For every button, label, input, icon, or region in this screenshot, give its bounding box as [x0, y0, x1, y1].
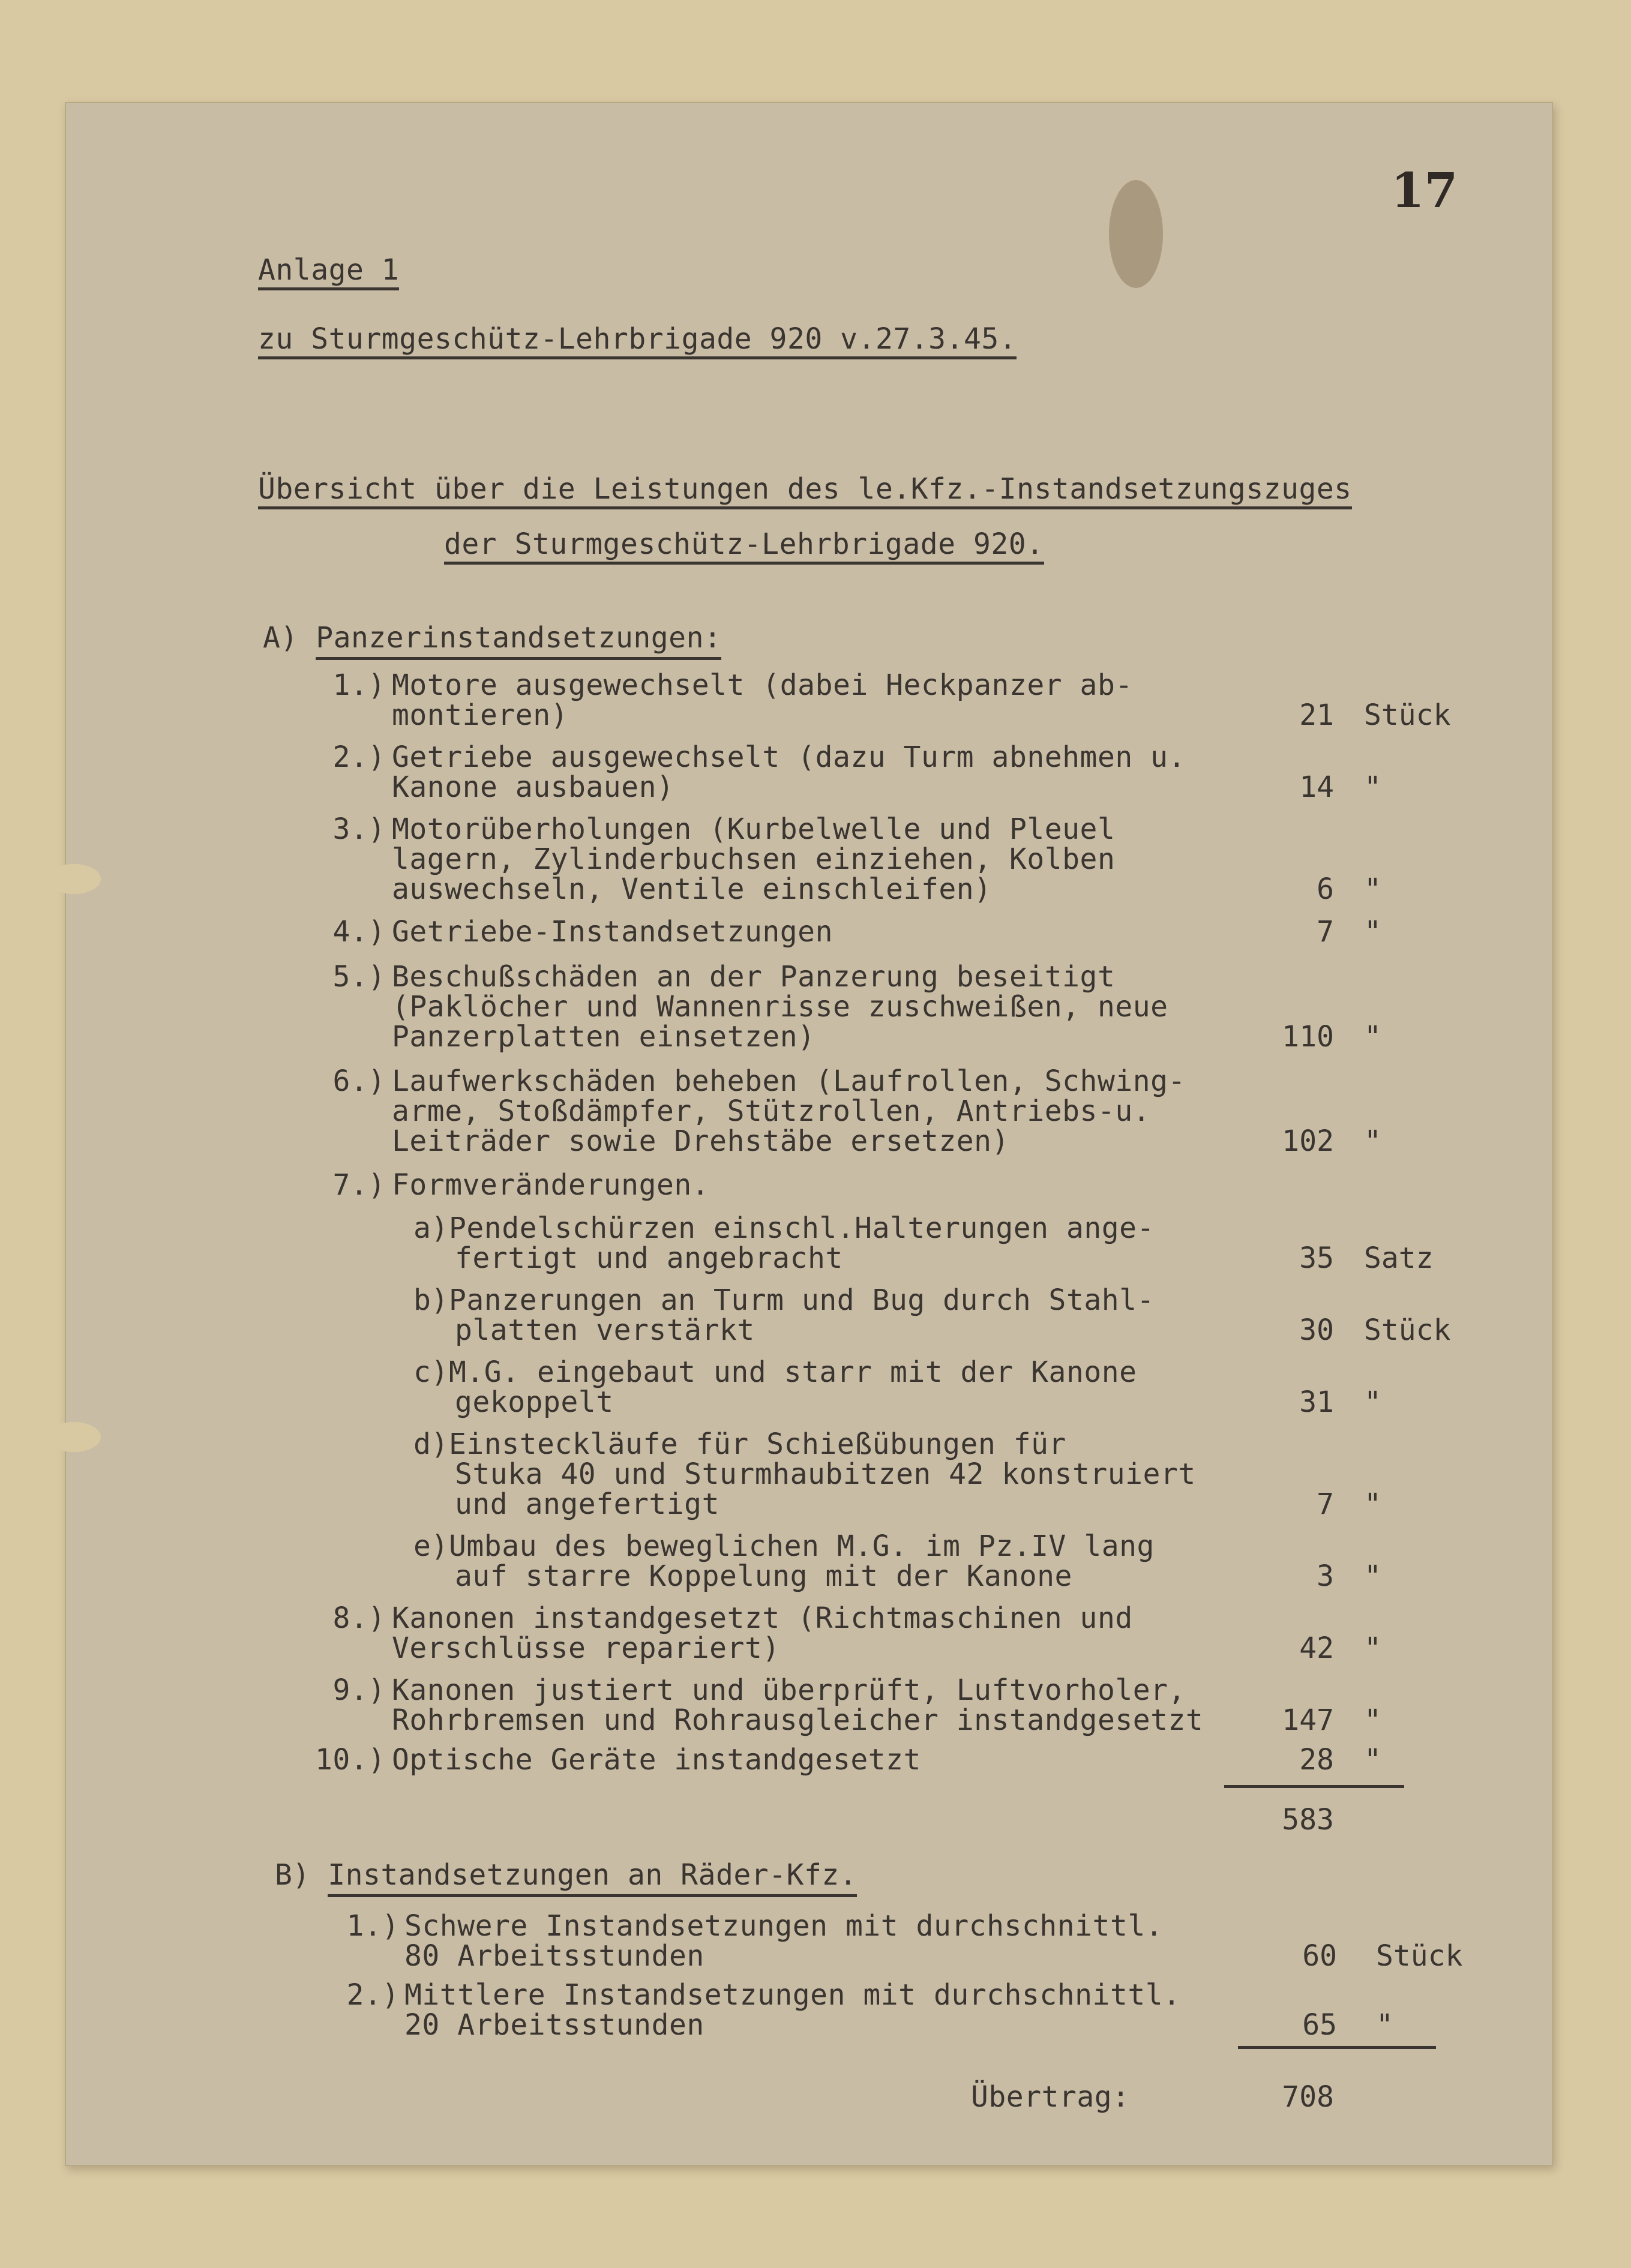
- item-value: 65: [1302, 2008, 1337, 2042]
- item-number: b): [413, 1283, 449, 1317]
- item-text-line: Motorüberholungen (Kurbelwelle und Pleuel: [392, 812, 1116, 846]
- item-number: 1.): [346, 1909, 400, 1943]
- item-text-line: fertigt und angebracht: [455, 1241, 843, 1275]
- item-text-line: Schwere Instandsetzungen mit durchschnittl.: [404, 1909, 1164, 1943]
- item-text-line: Optische Geräte instandgesetzt: [392, 1743, 921, 1777]
- item-text-line: auf starre Koppelung mit der Kanone: [455, 1559, 1072, 1593]
- item-number: d): [413, 1427, 449, 1461]
- item-text-line: Leiträder sowie Drehstäbe ersetzen): [392, 1124, 1009, 1158]
- punch-hole-bottom: [47, 1422, 101, 1452]
- item-text-line: Panzerungen an Turm und Bug durch Stahl-: [449, 1283, 1155, 1317]
- item-text-line: Beschußschäden an der Panzerung beseitigt: [392, 960, 1116, 994]
- item-number: 5.): [332, 960, 386, 994]
- item-number: 2.): [332, 740, 386, 774]
- uebertrag-value: 708: [1282, 2080, 1334, 2114]
- uebertrag-label: Übertrag:: [971, 2080, 1130, 2114]
- item-unit: ": [1364, 1124, 1381, 1158]
- item-text-line: Umbau des beweglichen M.G. im Pz.IV lang: [449, 1529, 1155, 1563]
- item-value: 147: [1282, 1703, 1334, 1737]
- item-unit: ": [1364, 915, 1381, 949]
- anlage-label: Anlage 1: [258, 255, 399, 290]
- punch-hole-top: [47, 864, 101, 894]
- stain-mark: [1109, 180, 1163, 288]
- item-unit: ": [1364, 770, 1381, 804]
- item-text-line: Panzerplatten einsetzen): [392, 1020, 816, 1054]
- item-number: 9.): [332, 1673, 386, 1707]
- item-text-line: Mittlere Instandsetzungen mit durchschnittl.: [404, 1978, 1181, 2012]
- item-number: a): [413, 1211, 449, 1245]
- item-text-line: Pendelschürzen einschl.Halterungen ange-: [449, 1211, 1155, 1245]
- item-value: 7: [1317, 1487, 1334, 1521]
- item-unit: ": [1364, 1020, 1381, 1054]
- section-b-title: Instandsetzungen an Räder-Kfz.: [328, 1858, 857, 1897]
- item-unit: Satz: [1364, 1241, 1434, 1275]
- item-unit: Stück: [1376, 1939, 1463, 1973]
- item-text-line: Rohrbremsen und Rohrausgleicher instandgesetzt: [392, 1703, 1204, 1737]
- item-text-line: Verschlüsse repariert): [392, 1631, 780, 1665]
- item-value: 31: [1299, 1385, 1334, 1419]
- item-value: 60: [1302, 1939, 1337, 1973]
- item-text-line: und angefertigt: [455, 1487, 719, 1521]
- item-unit: ": [1364, 1487, 1381, 1521]
- item-value: 102: [1282, 1124, 1334, 1158]
- item-text-line: Einsteckläufe für Schießübungen für: [449, 1427, 1066, 1461]
- item-text-line: M.G. eingebaut und starr mit der Kanone: [449, 1355, 1137, 1389]
- item-value: 110: [1282, 1020, 1334, 1054]
- item-text-line: Getriebe ausgewechselt (dazu Turm abnehmen u.: [392, 740, 1186, 774]
- item-unit: ": [1364, 1703, 1381, 1737]
- item-text-line: (Paklöcher und Wannenrisse zuschweißen, neue: [392, 990, 1168, 1024]
- item-value: 30: [1299, 1313, 1334, 1347]
- item-text-line: Laufwerkschäden beheben (Laufrollen, Schwing-: [392, 1064, 1186, 1098]
- item-unit: Stück: [1364, 698, 1451, 732]
- section-a-heading: [263, 623, 721, 653]
- reference-line: zu Sturmgeschütz-Lehrbrigade 920 v.27.3.45.: [258, 324, 1017, 359]
- item-unit: ": [1364, 1631, 1381, 1665]
- item-unit: Stück: [1364, 1313, 1451, 1347]
- item-text-line: montieren): [392, 698, 568, 732]
- item-number: 7.): [332, 1168, 386, 1202]
- item-value: 28: [1299, 1743, 1334, 1777]
- item-number: 8.): [332, 1601, 386, 1635]
- item-number: e): [413, 1529, 449, 1563]
- item-unit: ": [1364, 872, 1381, 906]
- item-value: 3: [1317, 1559, 1334, 1593]
- total-rule-b: [1238, 2046, 1436, 2049]
- item-unit: ": [1364, 1559, 1381, 1593]
- item-number: 3.): [332, 812, 386, 846]
- page-number: 17: [1391, 162, 1458, 218]
- section-a-total: 583: [1282, 1803, 1334, 1837]
- item-value: 21: [1299, 698, 1334, 732]
- item-number: 4.): [332, 915, 386, 949]
- item-text-line: gekoppelt: [455, 1385, 614, 1419]
- item-text-line: Getriebe-Instandsetzungen: [392, 915, 833, 949]
- section-a-title: Panzerinstandsetzungen:: [316, 621, 721, 660]
- item-text-line: Stuka 40 und Sturmhaubitzen 42 konstruiert: [455, 1457, 1196, 1491]
- item-text-line: Kanonen instandgesetzt (Richtmaschinen und: [392, 1601, 1133, 1635]
- item-text-line: 20 Arbeitsstunden: [404, 2008, 704, 2042]
- item-text-line: platten verstärkt: [455, 1313, 755, 1347]
- item-unit: ": [1364, 1743, 1381, 1777]
- item-value: 42: [1299, 1631, 1334, 1665]
- item-text-line: Kanonen justiert und überprüft, Luftvorholer,: [392, 1673, 1186, 1707]
- total-rule-a: [1224, 1785, 1404, 1788]
- item-unit: ": [1376, 2008, 1393, 2042]
- item-text-line: Motore ausgewechselt (dabei Heckpanzer ab-: [392, 668, 1133, 702]
- item-value: 7: [1317, 915, 1334, 949]
- item-unit: ": [1364, 1385, 1381, 1419]
- item-value: 35: [1299, 1241, 1334, 1275]
- item-text-line: lagern, Zylinderbuchsen einziehen, Kolben: [392, 842, 1116, 876]
- item-number: 10.): [315, 1743, 386, 1777]
- item-text-line: arme, Stoßdämpfer, Stützrollen, Antriebs-u.: [392, 1094, 1151, 1128]
- title-line-1: Übersicht über die Leistungen des le.Kfz.-Instandsetzungszuges: [258, 474, 1352, 509]
- item-number: c): [413, 1355, 449, 1389]
- item-value: 6: [1317, 872, 1334, 906]
- item-text-line: Kanone ausbauen): [392, 770, 674, 804]
- item-text-line: 80 Arbeitsstunden: [404, 1939, 704, 1973]
- section-a-letter: A): [263, 621, 316, 655]
- document-page: [65, 102, 1553, 2166]
- item-value: 14: [1299, 770, 1334, 804]
- item-number: 6.): [332, 1064, 386, 1098]
- section-b-heading: [275, 1860, 857, 1890]
- section-b-letter: B): [275, 1858, 328, 1892]
- title-line-2: der Sturmgeschütz-Lehrbrigade 920.: [444, 529, 1044, 565]
- item-text-line: Formveränderungen.: [392, 1168, 710, 1202]
- item-number: 2.): [346, 1978, 400, 2012]
- item-text-line: auswechseln, Ventile einschleifen): [392, 872, 992, 906]
- item-number: 1.): [332, 668, 386, 702]
